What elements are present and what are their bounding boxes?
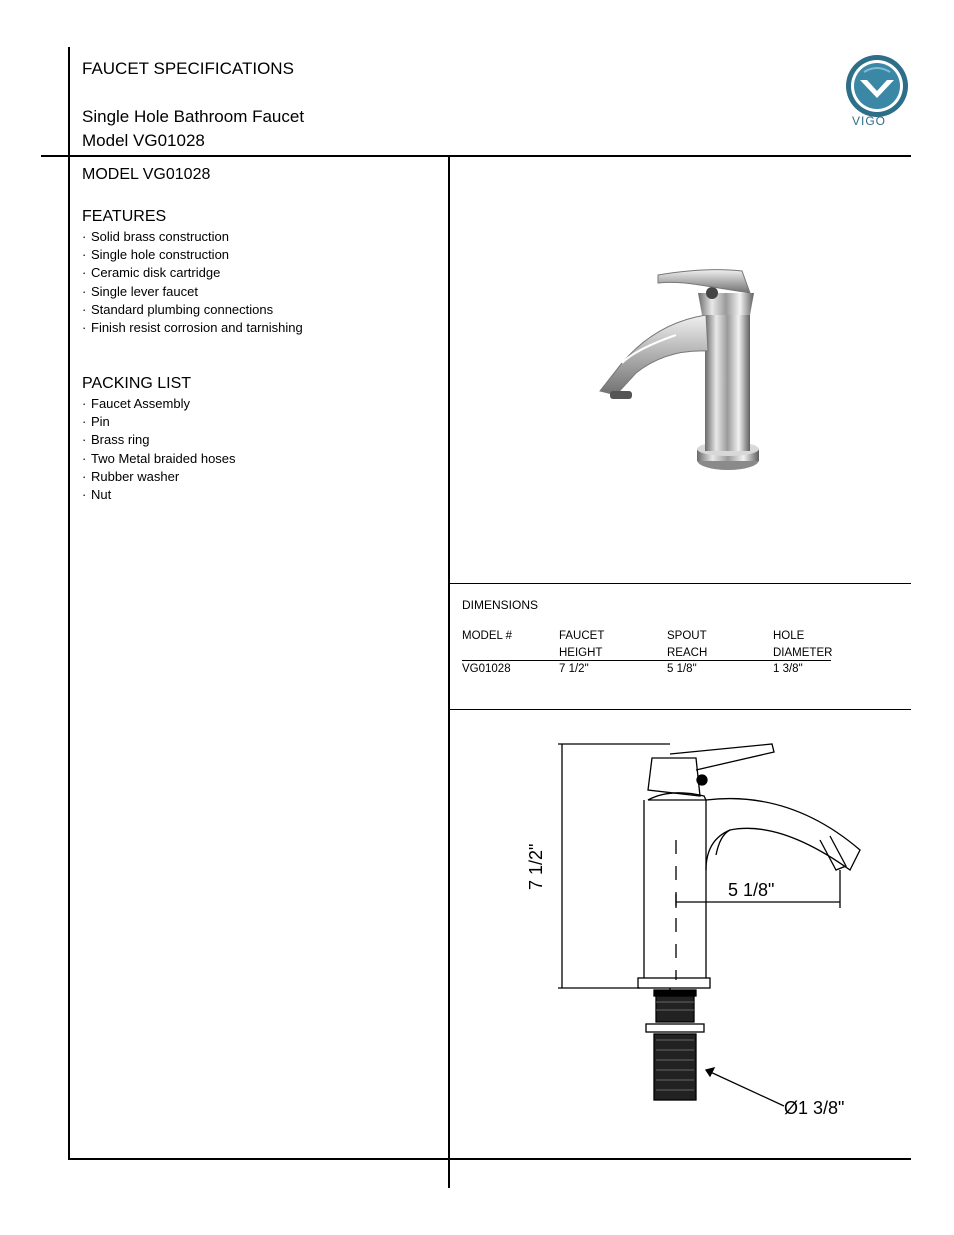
list-item: · Faucet Assembly [82,396,190,411]
list-item: · Single lever faucet [82,283,198,299]
product-subtitle: Single Hole Bathroom Faucet [82,107,305,126]
product-model-line: Model VG01028 [82,131,205,150]
features-heading: FEATURES [82,208,167,225]
column-header-reach: REACH [667,647,708,659]
column-header-spout: SPOUT [667,630,707,642]
column-header-model: MODEL # [462,630,513,642]
table-cell-diameter: 1 3/8" [773,663,803,675]
list-item: · Nut [82,486,112,502]
table-cell-height: 7 1/2" [559,663,589,675]
dimensions-heading: DIMENSIONS [462,598,539,612]
column-header-height: HEIGHT [559,647,603,659]
list-item: · Pin [82,414,110,430]
technical-drawing [520,730,880,1130]
list-item: · Brass ring [82,432,150,448]
table-cell-reach: 5 1/8" [667,663,697,675]
vigo-logo-text: VIGO [852,114,887,128]
list-item: · Two Metal braided hoses [82,450,236,466]
list-item: · Rubber washer [82,468,180,484]
table-cell-model: VG01028 [462,663,511,675]
footer-divider [68,1158,911,1160]
page-title: FAUCET SPECIFICATIONS [82,59,294,78]
diameter-dimension-label: Ø1 3/8" [784,1098,845,1118]
list-item: · Finish resist corrosion and tarnishing [82,319,303,335]
column-header-faucet: FAUCET [559,630,605,642]
list-item: · Standard plumbing connections [82,301,274,317]
list-item: · Solid brass construction [82,229,230,244]
reach-dimension-label: 5 1/8" [728,880,775,900]
height-dimension-label: 7 1/2" [526,843,546,890]
model-heading: MODEL VG01028 [82,166,211,183]
packing-list-heading: PACKING LIST [82,375,192,392]
list-item: · Single hole construction [82,247,230,263]
column-header-diameter: DIAMETER [773,647,833,659]
column-header-hole: HOLE [773,630,805,642]
list-item: · Ceramic disk cartridge [82,265,221,281]
